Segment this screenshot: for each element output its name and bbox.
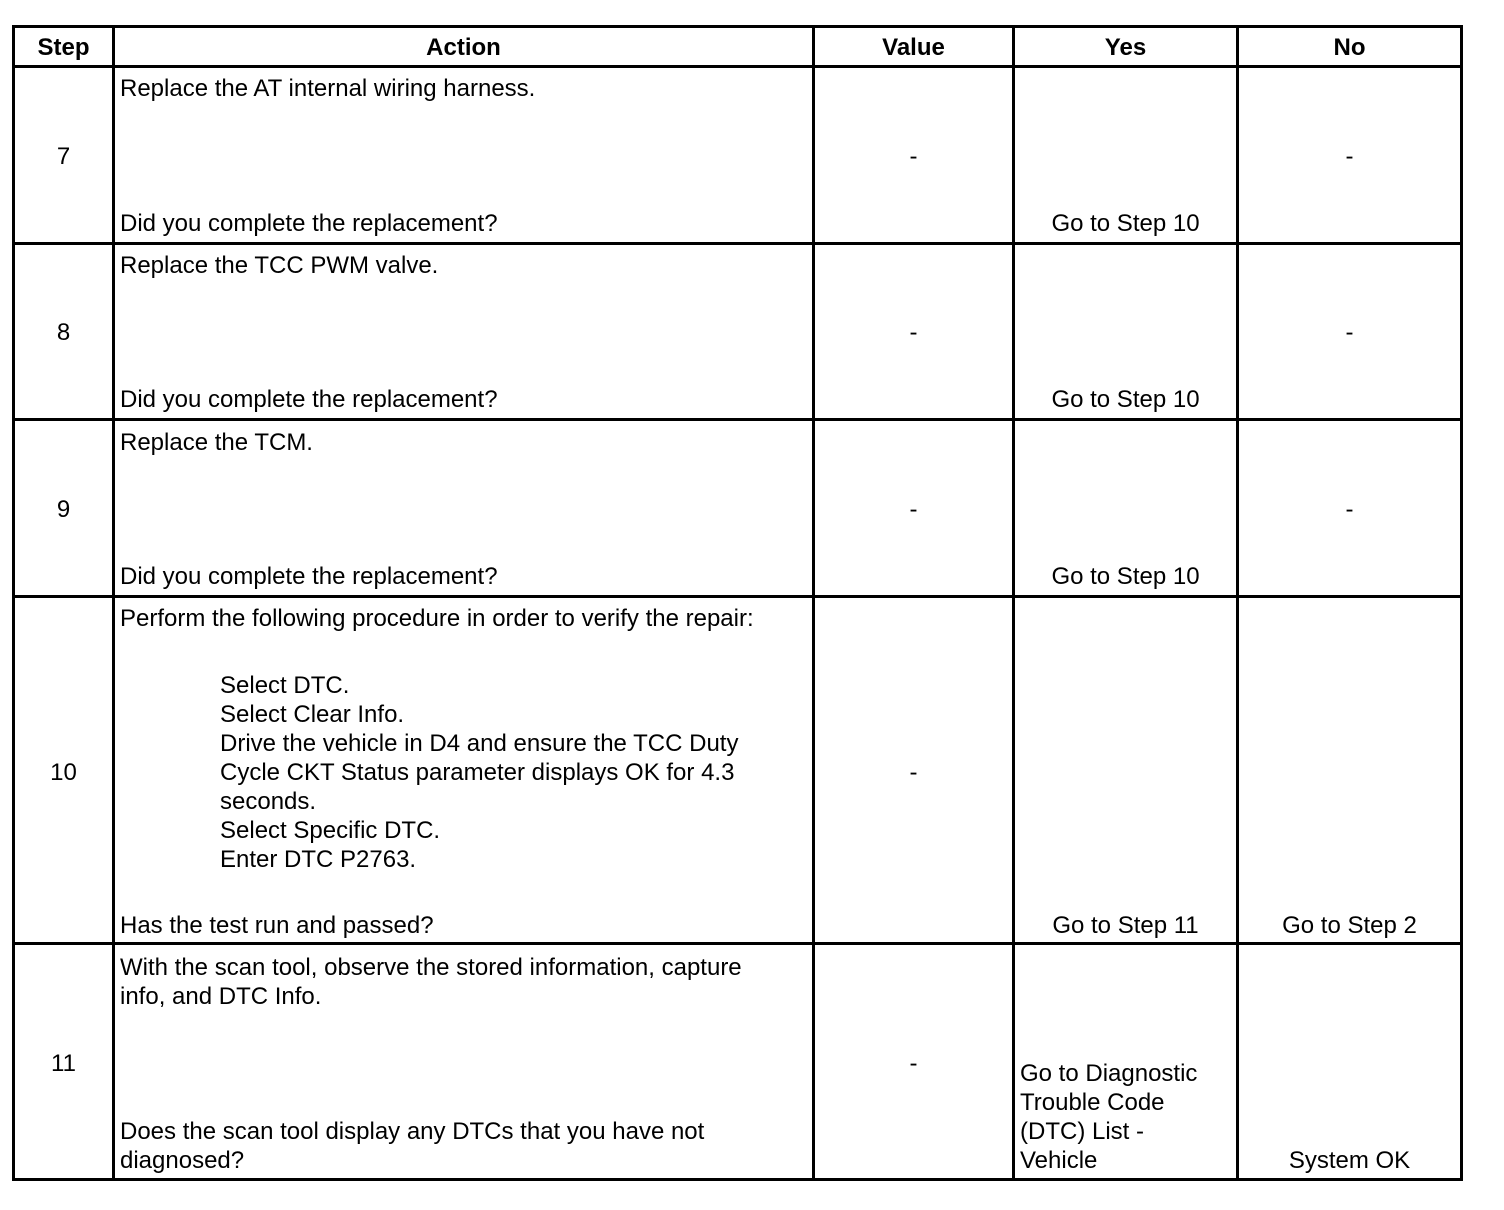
step-number: 11 [51,1050,76,1077]
step-number: 10 [50,759,77,786]
value-cell: - [909,759,918,786]
column-divider [1012,28,1015,1178]
step-number: 9 [56,496,71,523]
yes-cell [1020,1059,1197,1175]
header-step: Step [37,34,90,61]
procedure-step: Select Specific DTC. [220,817,441,844]
row-divider [15,942,1460,945]
yes-cell: Go to Step 10 [1051,386,1200,413]
action-instruction: Replace the TCC PWM valve. [120,252,439,279]
action-question: Did you complete the replacement? [120,210,498,237]
yes-cell: Go to Step 11 [1052,912,1199,939]
action-line: info, and DTC Info. [120,983,322,1010]
column-divider [1236,28,1239,1178]
no-cell: Go to Step 2 [1282,912,1417,939]
row-divider [15,418,1460,421]
no-cell: - [1345,496,1354,523]
header-no: No [1333,34,1366,61]
yes-line: Trouble Code [1020,1089,1165,1116]
action-question: Has the test run and passed? [120,912,434,939]
value-cell: - [909,496,918,523]
action-question: Did you complete the replacement? [120,386,498,413]
yes-cell: Go to Step 10 [1051,563,1200,590]
no-cell: - [1345,319,1354,346]
row-divider [15,595,1460,598]
action-line: diagnosed? [120,1147,245,1174]
procedure-step: Select Clear Info. [220,701,405,728]
action-instruction: Replace the TCM. [120,429,313,456]
column-divider [112,28,115,1178]
action-question [120,1117,704,1175]
column-divider [812,28,815,1178]
row-divider [15,65,1460,68]
step-number: 7 [56,143,71,170]
header-action: Action [426,34,501,61]
step-number: 8 [56,319,71,346]
action-question: Did you complete the replacement? [120,563,498,590]
yes-line: Vehicle [1020,1147,1098,1174]
header-yes: Yes [1104,34,1147,61]
value-cell: - [909,319,918,346]
yes-line: Go to Diagnostic [1020,1060,1198,1087]
procedure-step: Select DTC. [220,672,350,699]
procedure-list [220,671,738,874]
action-instruction: Perform the following procedure in order to verify the repair: [120,605,754,632]
row-divider [15,242,1460,245]
procedure-step: Drive the vehicle in D4 and ensure the TCC Duty [220,730,739,757]
action-instruction [120,953,742,1011]
procedure-step: Cycle CKT Status parameter displays OK for 4.3 [220,759,735,786]
diagnostic-table [12,25,1463,1181]
value-cell: - [909,143,918,170]
action-line: With the scan tool, observe the stored information, capture [120,954,742,981]
procedure-step: seconds. [220,788,317,815]
header-value: Value [882,34,945,61]
procedure-step: Enter DTC P2763. [220,846,417,873]
no-cell: System OK [1288,1147,1411,1174]
action-instruction: Replace the AT internal wiring harness. [120,75,536,102]
action-line: Does the scan tool display any DTCs that you have not [120,1118,705,1145]
value-cell: - [909,1050,918,1077]
yes-cell: Go to Step 10 [1051,210,1200,237]
yes-line: (DTC) List - [1020,1118,1144,1145]
no-cell: - [1345,143,1354,170]
